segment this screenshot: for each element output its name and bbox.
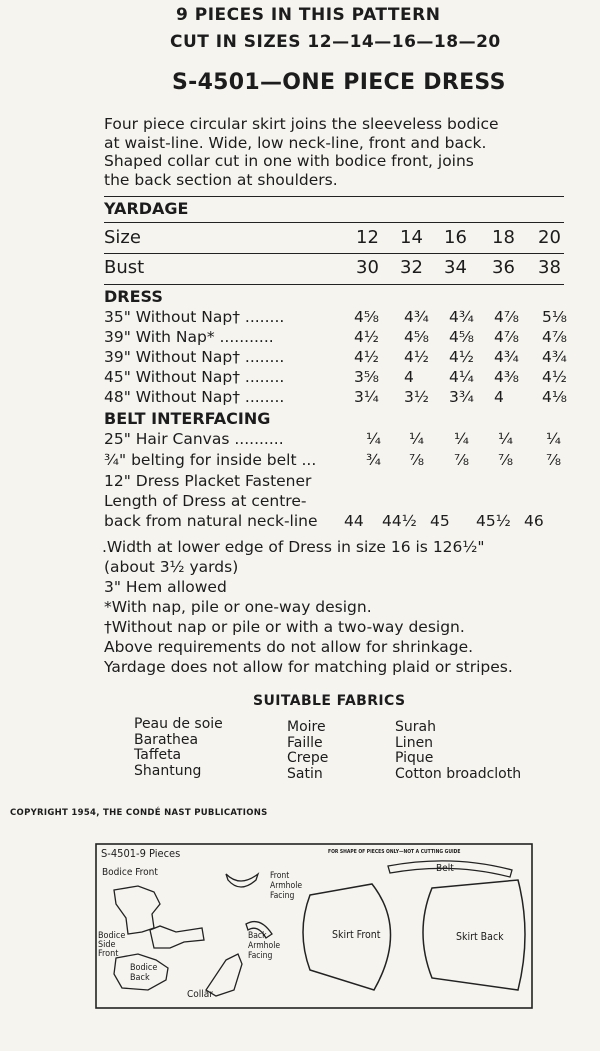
fabric-column: [395, 720, 521, 782]
yardage-value: 3½: [404, 388, 429, 406]
note-line: .Width at lower edge of Dress in size 16 is 126½": [102, 538, 485, 556]
fabric-item: Faille: [287, 734, 323, 751]
description-line: Four piece circular skirt joins the sleeveless bodice: [104, 115, 499, 133]
yardage-value: 4⅞: [542, 328, 567, 346]
skirt-front-label: Skirt Front: [332, 929, 381, 941]
front-armhole-facing-piece: [226, 874, 258, 887]
pattern-title: S-4501—ONE PIECE DRESS: [172, 70, 506, 95]
divider: [104, 196, 564, 197]
yardage-value: 4½: [449, 348, 474, 366]
yardage-value: 4⅜: [494, 368, 519, 386]
size-value: 14: [400, 227, 423, 248]
size-value: 16: [444, 227, 467, 248]
bust-value: 36: [492, 257, 515, 278]
front-armhole-label: Front: [270, 871, 290, 881]
length-value: 44½: [382, 512, 417, 530]
collar-label: Collar: [187, 989, 213, 1000]
row-label: 48" Without Nap† ........: [104, 388, 285, 406]
fabric-item: Peau de soie: [134, 716, 223, 732]
note-line: *With nap, pile or one-way design.: [104, 598, 372, 616]
fabrics-heading: SUITABLE FABRICS: [253, 693, 406, 709]
note-line: Above requirements do not allow for shrinkage.: [104, 638, 474, 656]
row-label: 35" Without Nap† ........: [104, 308, 285, 326]
yardage-value: 4⅞: [494, 328, 519, 346]
yardage-value: ¾: [366, 451, 382, 469]
yardage-value: ¼: [366, 430, 382, 448]
yardage-value: 3¾: [449, 388, 474, 406]
yardage-value: 4⅛: [542, 388, 567, 406]
row-label: back from natural neck-line: [104, 512, 318, 530]
divider: [104, 222, 564, 223]
yardage-value: ⅞: [498, 451, 514, 469]
bodice-front-label: Bodice Front: [102, 867, 158, 878]
placket-line: 12" Dress Placket Fastener: [104, 472, 312, 490]
description-line: Shaped collar cut in one with bodice front, joins: [104, 152, 474, 170]
size-value: 12: [356, 227, 379, 248]
bodice-side-front-label: Front: [98, 949, 119, 959]
fabric-item: Barathea: [134, 731, 199, 748]
row-label: 39" Without Nap† ........: [104, 348, 285, 366]
row-label: 39" With Nap* ...........: [104, 328, 274, 346]
bodice-side-front-label: Side: [98, 940, 116, 950]
fabric-item: Moire: [287, 719, 326, 735]
length-value: 45½: [476, 512, 511, 530]
yardage-value: 4¼: [449, 368, 474, 386]
yardage-value: 3¼: [354, 388, 379, 406]
back-armhole-label: Facing: [248, 951, 273, 961]
yardage-value: 5⅛: [542, 308, 567, 326]
row-label: 45" Without Nap† ........: [104, 368, 285, 386]
size-label: Size: [104, 227, 141, 248]
skirt-back-label: Skirt Back: [456, 931, 504, 943]
bodice-side-front-piece: [150, 926, 204, 948]
yardage-value: 4⅝: [449, 328, 474, 346]
yardage-value: 4¾: [449, 308, 474, 326]
yardage-value: 4: [404, 368, 414, 386]
fabric-item: Shantung: [134, 762, 202, 779]
yardage-value: ¼: [498, 430, 514, 448]
yardage-value: ¼: [409, 430, 425, 448]
yardage-value: 4½: [354, 328, 379, 346]
note-line: Yardage does not allow for matching plaid or stripes.: [104, 658, 513, 676]
description-line: at waist-line. Wide, low neck-line, front and back.: [104, 133, 487, 152]
fabric-item: Crepe: [287, 750, 329, 766]
divider: [104, 284, 564, 285]
diagram-title: S-4501-9 Pieces: [101, 847, 181, 860]
description-line: the back section at shoulders.: [104, 170, 338, 189]
bodice-back-label: Bodice: [130, 963, 158, 973]
row-label: 25" Hair Canvas ..........: [104, 430, 284, 448]
yardage-value: 4¾: [404, 308, 429, 326]
yardage-value: ¼: [546, 430, 562, 448]
sizes-heading: CUT IN SIZES 12—14—16—18—20: [170, 32, 501, 52]
yardage-value: 4⅝: [404, 328, 429, 346]
bust-value: 34: [444, 257, 467, 278]
fabric-item: Taffeta: [134, 747, 182, 763]
bust-value: 30: [356, 257, 379, 278]
note-line: 3" Hem allowed: [104, 578, 227, 596]
fabric-item: Cotton broadcloth: [395, 765, 522, 782]
pattern-pieces-diagram: [92, 840, 537, 1012]
yardage-value: 4¾: [494, 348, 519, 366]
back-armhole-label: Back: [248, 931, 267, 941]
bodice-side-front-label: Bodice: [98, 931, 126, 941]
yardage-value: 4½: [404, 348, 429, 366]
length-value: 45: [430, 512, 450, 530]
note-line: †Without nap or pile or with a two-way design.: [104, 618, 465, 636]
row-label: ¾" belting for inside belt ...: [104, 451, 317, 469]
divider: [104, 253, 564, 254]
bust-label: Bust: [104, 257, 145, 278]
yardage-value: 4¾: [542, 348, 567, 366]
fabric-item: Pique: [395, 750, 434, 766]
fabric-item: Satin: [287, 765, 323, 782]
dress-heading: DRESS: [104, 287, 163, 306]
belt-label: Belt: [436, 863, 454, 874]
yardage-value: ⅞: [409, 451, 425, 469]
size-value: 18: [492, 227, 515, 248]
fabric-column: [134, 717, 223, 779]
length-value: 44: [344, 512, 364, 530]
fabric-item: Surah: [395, 719, 436, 735]
yardage-value: ⅞: [454, 451, 470, 469]
yardage-value: 4½: [542, 368, 567, 386]
yardage-value: 4: [494, 388, 504, 406]
belt-heading: BELT INTERFACING: [104, 409, 271, 428]
note-line: (about 3½ yards): [104, 558, 239, 576]
size-value: 20: [538, 227, 561, 248]
copyright-notice: COPYRIGHT 1954, THE CONDÉ NAST PUBLICATIONS: [10, 808, 268, 818]
yardage-value: ⅞: [546, 451, 562, 469]
bust-value: 38: [538, 257, 561, 278]
front-armhole-label: Armhole: [270, 881, 303, 891]
length-line: Length of Dress at centre-: [104, 492, 307, 510]
bodice-front-piece: [114, 886, 160, 934]
bust-value: 32: [400, 257, 423, 278]
bodice-back-label: Back: [130, 973, 150, 983]
yardage-value: 4½: [354, 348, 379, 366]
fabric-item: Linen: [395, 734, 434, 751]
diagram-note: FOR SHAPE OF PIECES ONLY—NOT A CUTTING GUIDE: [328, 849, 461, 855]
front-armhole-label: Facing: [270, 891, 295, 901]
yardage-value: ¼: [454, 430, 470, 448]
pattern-description: [104, 115, 574, 189]
back-armhole-label: Armhole: [248, 941, 281, 951]
yardage-value: 4⅝: [354, 308, 379, 326]
yardage-value: 4⅞: [494, 308, 519, 326]
yardage-heading: YARDAGE: [104, 199, 189, 218]
length-value: 46: [524, 512, 544, 530]
pieces-heading: 9 PIECES IN THIS PATTERN: [176, 5, 441, 25]
fabric-column: [287, 720, 328, 782]
yardage-value: 3⅝: [354, 368, 379, 386]
